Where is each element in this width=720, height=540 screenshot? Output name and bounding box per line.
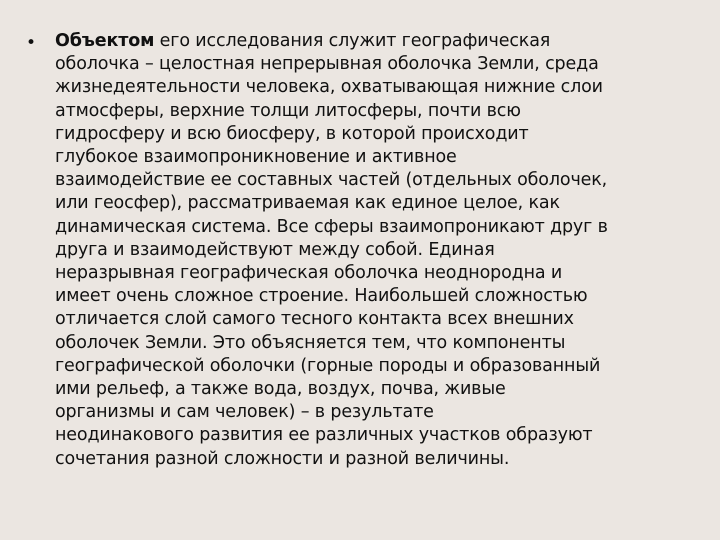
text-line-19: сочетания разной сложности и разной величины. [55,448,510,469]
text-line-2: оболочка – целостная непрерывная оболочка Земли, среда [55,54,599,75]
text-line-10: друга и взаимодействуют между собой. Единая [55,239,495,260]
lead-word: Объектом [55,31,155,51]
text-line-4: атмосферы, верхние толщи литосферы, почти всю [55,100,521,121]
bullet-marker: • [26,33,37,53]
text-line-5: гидросферу и всю биосферу, в которой происходит [55,123,529,144]
bullet-paragraph [26,30,706,471]
text-line-14: оболочек Земли. Это объясняется тем, что компоненты [55,332,566,353]
text-line-8: или геосфер), рассматриваемая как единое целое, как [55,193,560,214]
text-line-6: глубокое взаимопроникновение и активное [55,147,457,168]
text-line-13: отличается слой самого тесного контакта всех внешних [55,309,574,330]
text-line-11: неразрывная географическая оболочка неоднородна и [55,263,563,284]
text-line-17: организмы и сам человек) – в результате [55,402,434,423]
text-line-9: динамическая система. Все сферы взаимопроникают друг в [55,216,608,237]
text-line-12: имеет очень сложное строение. Наибольшей сложностью [55,286,588,307]
text-line-7: взаимодействие ее составных частей (отдельных оболочек, [55,170,608,191]
text-line-1 [55,30,706,53]
text-line-16: ими рельеф, а также вода, воздух, почва, живые [55,379,506,400]
text-line-3: жизнедеятельности человека, охватывающая нижние слои [55,77,603,98]
text-line-15: географической оболочки (горные породы и образованный [55,355,601,376]
bullet-item [26,30,706,471]
first-line-rest: его исследования служит географическая [154,31,551,51]
text-line-18: неодинакового развития ее различных участков образуют [55,425,593,446]
